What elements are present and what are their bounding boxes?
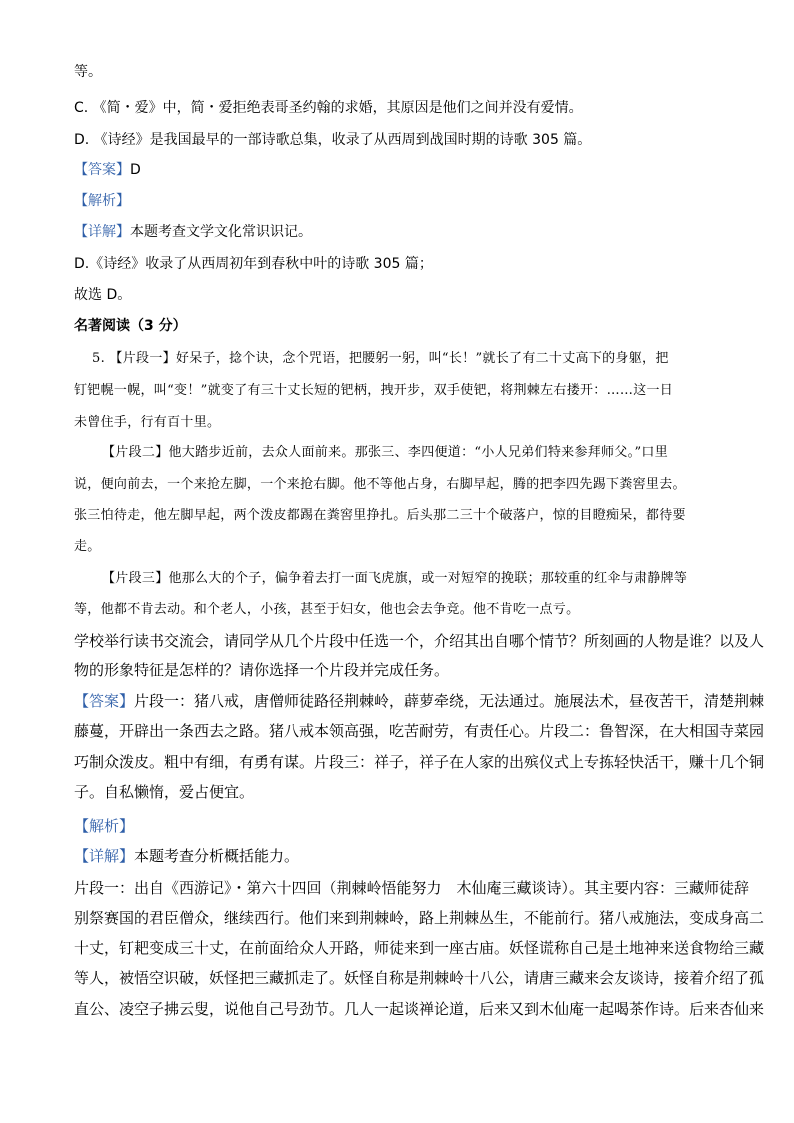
- detail-row: [74, 845, 299, 867]
- detail-tag: 【详解】: [74, 847, 135, 865]
- passage-line: 说，便向前去，一个来抢左脚，一个来抢右脚。他不等他占身，右脚早起，腾的把李四先踢下粪窖里去。: [74, 477, 686, 492]
- explanation-line: 十丈，钉耙变成三十丈，在前面给众人开路，师徒来到一座古庙。妖怪谎称自己是土地神来送食物给三藏: [74, 939, 765, 957]
- passage-line: 张三怕待走，他左脚早起，两个泼皮都踢在粪窖里挣扎。后头那二三十个破落户，惊的目瞪痴呆，都待要: [74, 508, 686, 523]
- answer-row: [74, 690, 764, 712]
- question-line: 学校举行读书交流会，请同学从几个片段中任选一个，介绍其出自哪个情节？所刻画的人物是谁？以及人: [74, 632, 765, 650]
- detail-text: 本题考查文学文化常识识记。: [130, 224, 312, 240]
- section-title: 名著阅读（3 分）: [74, 318, 187, 334]
- passage-line: 未曾住手，行有百十里。: [74, 415, 221, 430]
- explanation-line: 直公、凌空子拂云叟，说他自己号劲节。几人一起谈禅论道，后来又到木仙庵一起喝茶作诗。后来杏仙来: [74, 1000, 765, 1018]
- detail-tag: 【详解】: [74, 224, 130, 240]
- option-d: D. 《诗经》是我国最早的一部诗歌总集，收录了从西周到战国时期的诗歌 305 篇。: [74, 132, 592, 148]
- text-line: D.《诗经》收录了从西周初年到春秋中叶的诗歌 305 篇；: [74, 256, 433, 272]
- passage-line: 走。: [74, 539, 101, 554]
- answer-line: 子。自私懒惰，爱占便宜。: [74, 783, 255, 801]
- analysis-tag: 【解析】: [74, 817, 135, 835]
- answer-value: D: [130, 162, 141, 178]
- answer-line: 巧制众泼皮。粗中有细，有勇有谋。片段三：祥子，祥子在人家的出殡仪式上专拣轻快活干，赚十几个铜: [74, 753, 765, 771]
- text-line: 故选 D。: [74, 287, 132, 303]
- text-line: 等。: [74, 64, 102, 80]
- passage-line: 【片段三】他那么大的个子，偏争着去打一面飞虎旗，或一对短窄的挽联；那较重的红伞与肃静牌等: [102, 571, 688, 586]
- analysis-tag: 【解析】: [74, 193, 130, 209]
- question-line: 物的形象特征是怎样的？请你选择一个片段并完成任务。: [74, 661, 450, 679]
- answer-text: 片段一：猪八戒，唐僧师徒路径荆棘岭，薜萝牵绕，无法通过。施展法术，昼夜苦干，清楚荆棘: [134, 692, 765, 710]
- detail-text: 本题考查分析概括能力。: [134, 847, 300, 865]
- passage-line: 等，他都不肯去动。和个老人，小孩，甚至于妇女，他也会去争竞。他不肯吃一点亏。: [74, 602, 580, 617]
- passage-line: 5. 【片段一】好呆子，捻个诀，念个咒语，把腰躬一躬，叫“长！”就长了有二十丈高下的身躯，把: [92, 351, 669, 366]
- answer-row: [74, 160, 141, 180]
- answer-tag: 【答案】: [74, 162, 130, 178]
- passage-line: 【片段二】他大踏步近前，去众人面前来。那张三、李四便道：“小人兄弟们特来参拜师父。”口里: [102, 445, 668, 460]
- answer-tag: 【答案】: [74, 692, 135, 710]
- option-c: C. 《简・爱》中，简・爱拒绝表哥圣约翰的求婚，其原因是他们之间并没有爱情。: [74, 100, 583, 116]
- passage-line: 钉钯幌一幌，叫“变！”就变了有三十丈长短的钯柄，拽开步，双手使钯，将荆棘左右搂开：……这一日: [74, 383, 674, 398]
- answer-line: 藤蔓，开辟出一条西去之路。猪八戒本领高强，吃苦耐劳，有责任心。片段二：鲁智深，在大相国寺菜园: [74, 722, 765, 740]
- detail-row: [74, 222, 312, 242]
- explanation-line: 等人，被悟空识破，妖怪把三藏抓走了。妖怪自称是荆棘岭十八公，请唐三藏来会友谈诗，接着介绍了孤: [74, 969, 765, 987]
- explanation-line: 片段一：出自《西游记》・第六十四回（荆棘岭悟能努力 木仙庵三藏谈诗）。其主要内容：三藏师徒辞: [74, 879, 750, 897]
- explanation-line: 别祭赛国的君臣僧众，继续西行。他们来到荆棘岭，路上荆棘丛生，不能前行。猪八戒施法，变成身高二: [74, 909, 765, 927]
